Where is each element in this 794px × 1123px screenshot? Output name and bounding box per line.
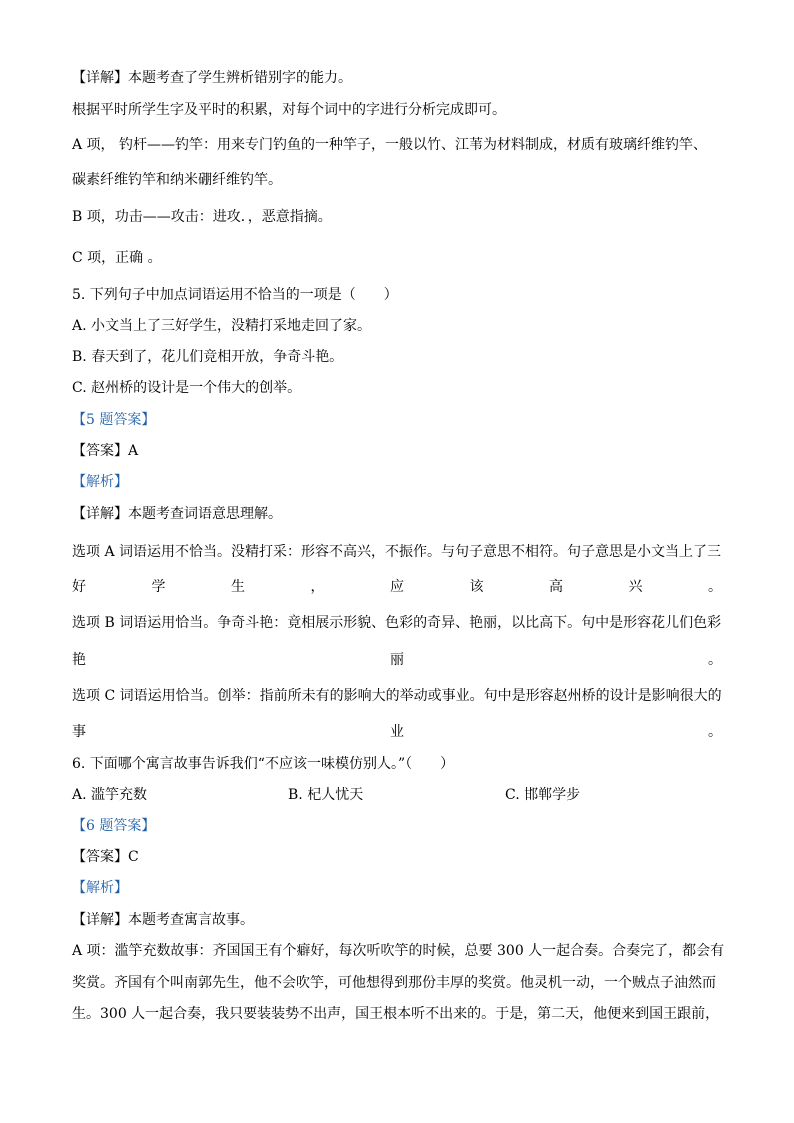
justified-char: 生 [231, 579, 245, 595]
question-5-stem: 5. 下列句子中加点词语运用不恰当的一项是（ ） [72, 287, 398, 303]
question-6-paragraph-line: 生。300 人一起合奏，我只要装装势不出声，国王根本听不出来的。于是，第二天，他便来到国王跟前， [72, 1006, 720, 1022]
explanation-line: 碳素纤维钓竿和纳米硼纤维钓竿。 [72, 172, 282, 188]
question-6-stem: 6. 下面哪个寓言故事告诉我们“不应该一味模仿别人。”（ ） [72, 756, 455, 772]
explanation-line: B 项，功击——攻击：进攻．，恶意指摘。 [72, 209, 332, 225]
question-5-option-c-analysis: 选项 C 词语运用恰当。创举：指前所未有的影响大的举动或事业。句中是形容赵州桥的设计是影响很大的 [72, 688, 722, 704]
justified-char: ， [310, 579, 325, 595]
justified-line [72, 650, 722, 670]
question-5-option-b: B. 春天到了，花儿们竞相开放，争奇斗艳。 [72, 349, 344, 365]
justified-char: 高 [549, 579, 563, 595]
question-6-paragraph-line: A 项：滥竽充数故事：齐国国王有个癖好，每次听吹竽的时候，总要 300 人一起合奏。合奏完了，都会有 [72, 943, 725, 959]
question-6-analysis-tag: 【解析】 [72, 880, 128, 896]
question-5-option-a-analysis: 选项 A 词语运用不恰当。没精打采：形容不高兴，不振作。与句子意思不相符。句子意思是小文当上了三 [72, 544, 722, 560]
question-5-option-b-analysis: 选项 B 词语运用恰当。争奇斗艳：竟相展示形貌、色彩的奇异、艳丽，以比高下。句中是形容花儿们色彩 [72, 615, 722, 631]
question-5-analysis-tag: 【解析】 [72, 474, 128, 490]
justified-line [72, 577, 722, 597]
question-6-option-c: C. 邯郸学步 [505, 787, 581, 803]
justified-char: 丽 [390, 652, 404, 668]
justified-char: 。 [708, 579, 722, 595]
justified-char: 该 [469, 579, 484, 595]
justified-char: 学 [151, 579, 166, 595]
question-5-option-a: A. 小文当上了三好学生，没精打采地走回了家。 [72, 318, 372, 334]
justified-char: 业 [390, 724, 404, 740]
justified-line [72, 722, 722, 742]
justified-char: 。 [708, 652, 722, 668]
justified-char: 兴 [628, 579, 643, 595]
question-6-detail: 【详解】本题考查寓言故事。 [72, 912, 254, 928]
explanation-line: A 项， 钓杆——钓竿：用来专门钓鱼的一种竿子，一般以竹、江苇为材料制成，材质有玻璃纤维钓竿、 [72, 137, 708, 153]
question-5-answer: 【答案】A [72, 443, 139, 459]
explanation-line: C 项，正确 。 [72, 250, 162, 266]
question-6-answer: 【答案】C [72, 849, 139, 865]
explanation-line: 根据平时所学生字及平时的积累，对每个词中的字进行分析完成即可。 [72, 102, 506, 118]
question-6-option-b: B. 杞人忧天 [288, 787, 364, 803]
justified-char: 艳 [72, 652, 86, 668]
explanation-line: 【详解】本题考查了学生辨析错别字的能力。 [72, 70, 352, 86]
question-5-answer-tag: 【5 题答案】 [72, 412, 156, 428]
justified-char: 好 [72, 579, 86, 595]
question-6-answer-tag: 【6 题答案】 [72, 818, 156, 834]
question-6-paragraph-line: 奖赏。齐国有个叫南郭先生，他不会吹竽，可他想得到那份丰厚的奖赏。他灵机一动，一个贼点子油然而 [72, 975, 716, 991]
justified-char: 应 [390, 579, 404, 595]
justified-char: 事 [72, 724, 86, 740]
question-5-detail: 【详解】本题考查词语意思理解。 [72, 506, 282, 522]
question-5-option-c: C. 赵州桥的设计是一个伟大的创举。 [72, 380, 302, 396]
question-6-option-a: A. 滥竽充数 [72, 787, 148, 803]
justified-char: 。 [708, 724, 722, 740]
